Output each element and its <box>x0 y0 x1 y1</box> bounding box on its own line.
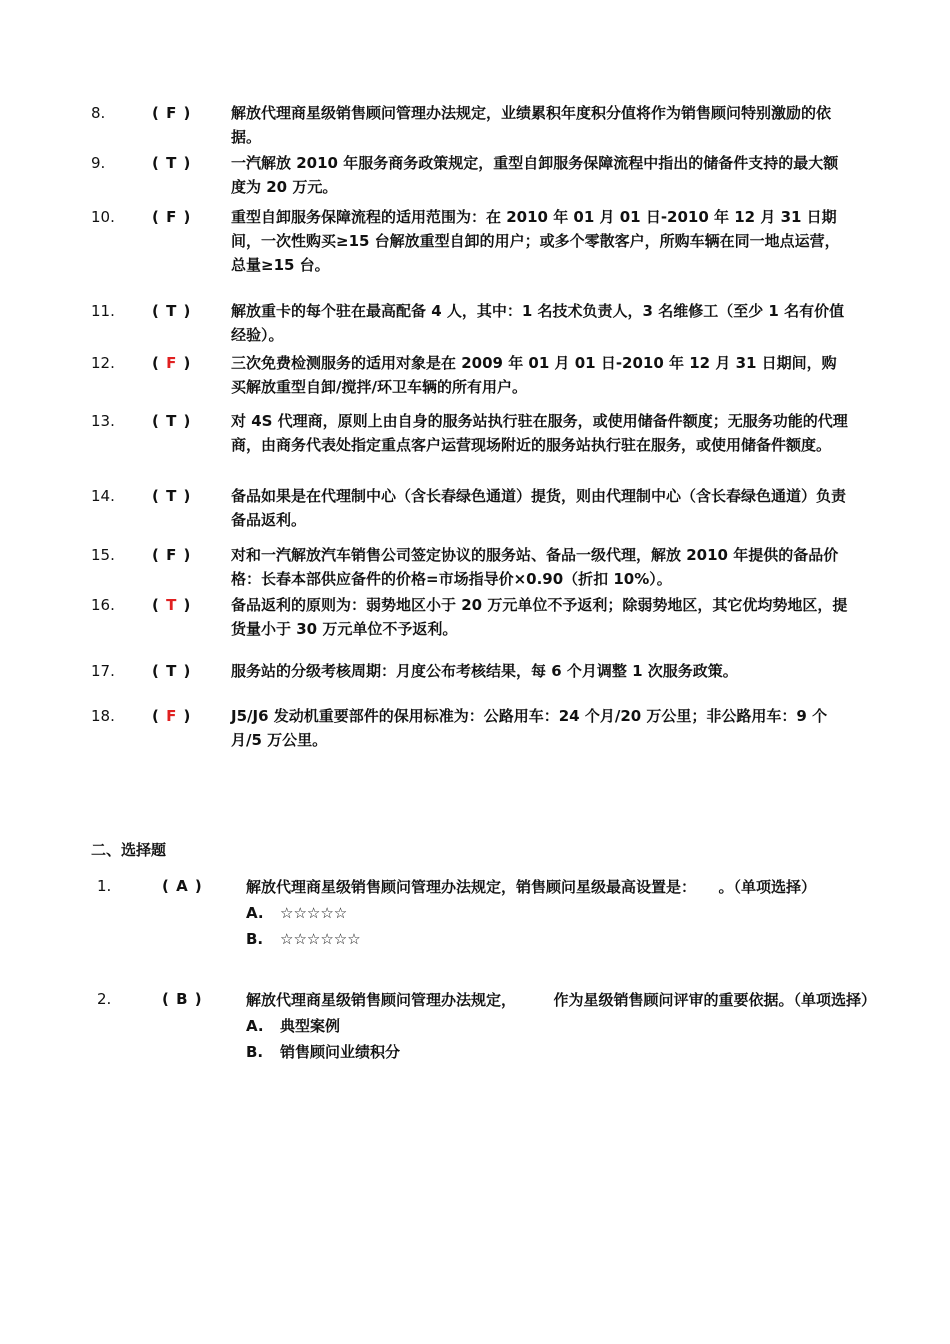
item-number: 12. <box>91 354 115 372</box>
item-number: 18. <box>91 707 115 725</box>
option-a <box>246 900 876 926</box>
item-number: 10. <box>91 208 115 226</box>
question-text: J5/J6 发动机重要部件的保用标准为：公路用车：24 个月/20 万公里；非公路用车：9 个月/5 万公里。 <box>231 707 828 749</box>
answer-letter: F <box>166 104 178 122</box>
question-text: 解放代理商星级销售顾问管理办法规定， 作为星级销售顾问评审的重要依据。（单项选择） <box>246 991 877 1009</box>
answer-letter: F <box>166 208 178 226</box>
question-text: 重型自卸服务保障流程的适用范围为：在 2010 年 01 月 01 日-2010 年 12 月 31 日期间，一次性购买≥15 台解放重型自卸的用户；或多个零散客户，所购车辆在同一地点运营，总量≥15 台。 <box>231 208 840 274</box>
item-number: 16. <box>91 596 115 614</box>
option-text: 销售顾问业绩积分 <box>280 1043 401 1061</box>
answer-mark: ( F ) <box>152 546 192 564</box>
question-text: 三次免费检测服务的适用对象是在 2009 年 01 月 01 日-2010 年 12 月 31 日期间，购买解放重型自卸/搅拌/环卫车辆的所有用户。 <box>231 354 837 396</box>
question-text: 备品如果是在代理制中心（含长春绿色通道）提货，则由代理制中心（含长春绿色通道）负责备品返利。 <box>231 487 847 529</box>
option-a <box>246 1013 876 1039</box>
answer-letter: F <box>166 546 178 564</box>
item-number: 11. <box>91 302 115 320</box>
option-b <box>246 926 876 952</box>
answer-mark: ( A ) <box>162 877 203 895</box>
item-number: 1. <box>97 877 112 895</box>
item-number: 13. <box>91 412 115 430</box>
answer-letter: B <box>176 990 189 1008</box>
answer-mark: ( T ) <box>152 412 192 430</box>
item-number: 8. <box>91 104 106 122</box>
option-text: 典型案例 <box>280 1017 341 1035</box>
question-text: 解放重卡的每个驻在最高配备 4 人，其中：1 名技术负责人，3 名维修工（至少 1 名有价值经验）。 <box>231 302 845 344</box>
option-b <box>246 1039 876 1065</box>
question-text: 备品返利的原则为：弱势地区小于 20 万元单位不予返利；除弱势地区，其它优均势地区，提货量小于 30 万元单位不予返利。 <box>231 596 848 638</box>
item-number: 9. <box>91 154 106 172</box>
question-block <box>246 874 876 952</box>
option-letter: A. <box>246 904 264 922</box>
answer-mark: ( T ) <box>152 154 192 172</box>
option-letter: A. <box>246 1017 264 1035</box>
question-text: 服务站的分级考核周期：月度公布考核结果，每 6 个月调整 1 次服务政策。 <box>231 662 738 680</box>
answer-mark: ( B ) <box>162 990 203 1008</box>
question-text: 对 4S 代理商，原则上由自身的服务站执行驻在服务，或使用储备件额度；无服务功能的代理商，由商务代表处指定重点客户运营现场附近的服务站执行驻在服务，或使用储备件额度。 <box>231 412 848 454</box>
answer-mark: ( F ) <box>152 354 192 372</box>
answer-mark: ( T ) <box>152 662 192 680</box>
answer-letter: T <box>166 302 178 320</box>
question-block <box>246 987 876 1065</box>
question-text: 解放代理商星级销售顾问管理办法规定，业绩累积年度积分值将作为销售顾问特别激励的依据。 <box>231 104 832 146</box>
question-text: 解放代理商星级销售顾问管理办法规定，销售顾问星级最高设置是： 。（单项选择） <box>246 878 817 896</box>
section-title: 二、选择题 <box>91 841 167 859</box>
item-number: 17. <box>91 662 115 680</box>
item-number: 2. <box>97 990 112 1008</box>
answer-letter: T <box>166 154 178 172</box>
option-letter: B. <box>246 1043 264 1061</box>
answer-letter: A <box>176 877 189 895</box>
item-number: 14. <box>91 487 115 505</box>
answer-mark: ( F ) <box>152 104 192 122</box>
question-text: 一汽解放 2010 年服务商务政策规定，重型自卸服务保障流程中指出的储备件支持的最大额度为 20 万元。 <box>231 154 839 196</box>
option-letter: B. <box>246 930 264 948</box>
answer-letter: T <box>166 487 178 505</box>
answer-mark: ( T ) <box>152 487 192 505</box>
answer-mark: ( T ) <box>152 596 192 614</box>
answer-letter: T <box>166 662 178 680</box>
answer-letter: F <box>166 707 178 725</box>
answer-mark: ( F ) <box>152 707 192 725</box>
option-text: ☆☆☆☆☆ <box>280 904 348 922</box>
answer-letter: T <box>166 596 178 614</box>
answer-mark: ( F ) <box>152 208 192 226</box>
question-text: 对和一汽解放汽车销售公司签定协议的服务站、备品一级代理，解放 2010 年提供的备品价格：长春本部供应备件的价格=市场指导价×0.90（折扣 10%）。 <box>231 546 839 588</box>
item-number: 15. <box>91 546 115 564</box>
option-text: ☆☆☆☆☆☆ <box>280 930 361 948</box>
answer-letter: T <box>166 412 178 430</box>
answer-letter: F <box>166 354 178 372</box>
answer-mark: ( T ) <box>152 302 192 320</box>
